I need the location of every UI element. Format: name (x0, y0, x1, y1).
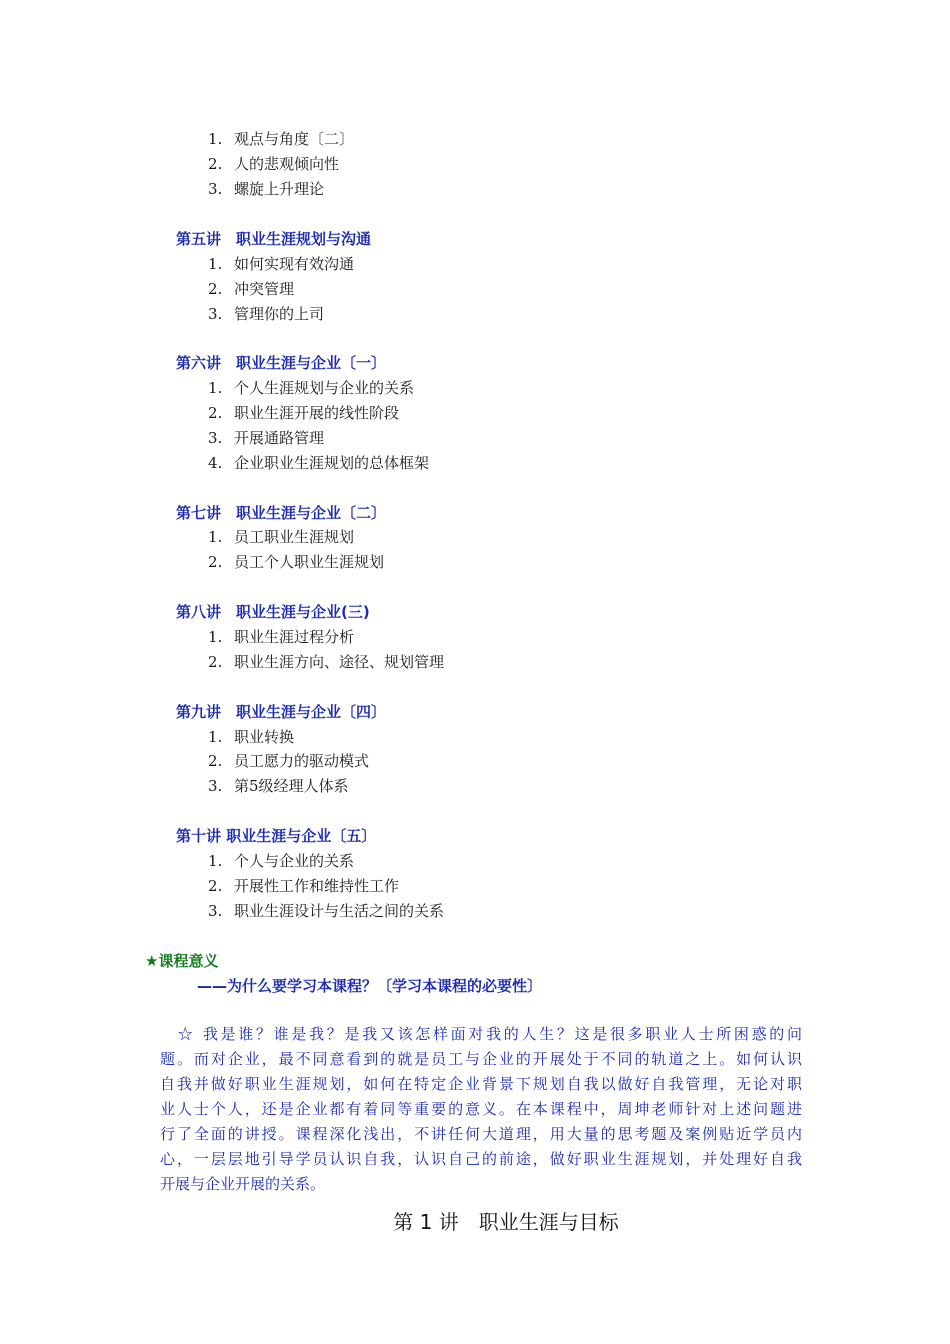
course-significance-subtitle: ——为什么要学习本课程？〔学习本课程的必要性〕 (197, 977, 543, 995)
course-significance-heading: ★课程意义 (145, 952, 219, 970)
list-item: 3. 开展通路管理 (208, 429, 325, 447)
list-item: 1. 观点与角度〔二〕 (208, 130, 355, 148)
lecture-10-heading: 第十讲 职业生涯与企业〔五〕 (176, 827, 377, 845)
list-item: 3. 职业生涯设计与生活之间的关系 (208, 902, 445, 920)
paragraph-line: 开展与企业开展的关系。 (160, 1175, 326, 1193)
list-item: 3. 螺旋上升理论 (208, 180, 325, 198)
paragraph-line: 自我并做好职业生涯规划，如何在特定企业背景下规划自我以做好自我管理，无论对职 (160, 1075, 802, 1093)
list-item: 1. 个人与企业的关系 (208, 852, 355, 870)
list-item: 2. 人的悲观倾向性 (208, 155, 340, 173)
course-significance-paragraph (160, 1022, 802, 1197)
list-item: 3. 管理你的上司 (208, 305, 325, 323)
lecture-9-heading: 第九讲 职业生涯与企业〔四〕 (176, 703, 387, 721)
list-item: 4. 企业职业生涯规划的总体框架 (208, 454, 430, 472)
list-item: 1. 个人生涯规划与企业的关系 (208, 379, 415, 397)
paragraph-line: 业人士个人，还是企业都有着同等重要的意义。在本课程中，周坤老师针对上述问题进 (160, 1100, 802, 1118)
paragraph-line: ☆ 我是谁？谁是我？是我又该怎样面对我的人生？这是很多职业人士所困惑的问 (160, 1025, 802, 1043)
lecture-8-heading: 第八讲 职业生涯与企业(三) (176, 603, 370, 621)
chapter-title: 第 1 讲 职业生涯与目标 (393, 1210, 619, 1234)
list-item: 1. 员工职业生涯规划 (208, 528, 355, 546)
list-item: 2. 职业生涯开展的线性阶段 (208, 404, 400, 422)
paragraph-line: 行了全面的讲授。课程深化浅出，不讲任何大道理，用大量的思考题及案例贴近学员内 (160, 1125, 802, 1143)
paragraph-line: 心，一层层地引导学员认识自我，认识自己的前途，做好职业生涯规划，并处理好自我 (160, 1150, 802, 1168)
list-item: 1. 职业生涯过程分析 (208, 628, 355, 646)
lecture-5-heading: 第五讲 职业生涯规划与沟通 (176, 230, 372, 248)
list-item: 1. 如何实现有效沟通 (208, 255, 355, 273)
lecture-6-heading: 第六讲 职业生涯与企业〔一〕 (176, 354, 387, 372)
list-item: 1. 职业转换 (208, 728, 295, 746)
list-item: 3. 第5级经理人体系 (208, 777, 349, 795)
list-item: 2. 开展性工作和维持性工作 (208, 877, 400, 895)
list-item: 2. 冲突管理 (208, 280, 295, 298)
list-item: 2. 员工愿力的驱动模式 (208, 752, 370, 770)
paragraph-line: 题。而对企业，最不同意看到的就是员工与企业的开展处于不同的轨道之上。如何认识 (160, 1050, 802, 1068)
lecture-7-heading: 第七讲 职业生涯与企业〔二〕 (176, 504, 387, 522)
list-item: 2. 职业生涯方向、途径、规划管理 (208, 653, 445, 671)
list-item: 2. 员工个人职业生涯规划 (208, 553, 385, 571)
